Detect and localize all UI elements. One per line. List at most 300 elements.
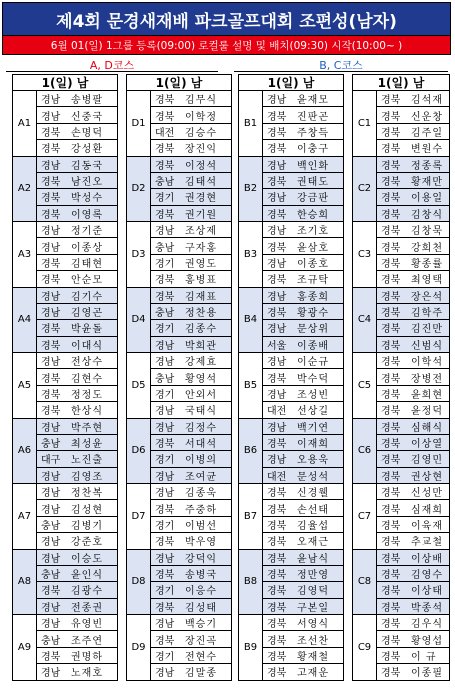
group-b2 bbox=[238, 157, 344, 223]
group-label: C6 bbox=[353, 419, 376, 484]
player-name: 이육재 bbox=[411, 520, 443, 532]
player-row bbox=[151, 435, 231, 451]
group-label: B1 bbox=[243, 117, 258, 129]
player-name: 전상수 bbox=[71, 357, 103, 369]
player-name: 이종호 bbox=[297, 258, 329, 270]
player-row bbox=[151, 206, 231, 221]
group-a4 bbox=[12, 288, 118, 354]
player-region: 경남 bbox=[267, 357, 287, 369]
player-name: 정찬용 bbox=[185, 308, 217, 320]
player-list bbox=[376, 288, 449, 353]
group-d9 bbox=[126, 615, 232, 681]
player-row bbox=[37, 566, 117, 582]
player-list bbox=[262, 484, 343, 549]
schedule-banner: 6월 01(일) 1그룹 등록(09:00) 로컬룰 설명 및 배치(09:30) 시작(10:00~ ) bbox=[2, 36, 451, 55]
group-label: B7 bbox=[243, 510, 258, 522]
player-row bbox=[377, 402, 449, 417]
player-name: 김진만 bbox=[411, 324, 443, 336]
group-label: D1 bbox=[131, 117, 146, 129]
player-list bbox=[150, 353, 231, 418]
group-label: B9 bbox=[243, 641, 258, 653]
player-list bbox=[262, 91, 343, 156]
player-name: 이상배 bbox=[411, 553, 443, 565]
player-row bbox=[263, 206, 343, 221]
group-label: A3 bbox=[17, 248, 32, 260]
player-name: 김종수 bbox=[185, 324, 217, 336]
player-region: 경남 bbox=[41, 291, 61, 303]
player-region: 경기 bbox=[155, 651, 175, 663]
group-d4 bbox=[126, 288, 232, 354]
player-region: 충남 bbox=[41, 635, 61, 647]
group-label: A4 bbox=[13, 288, 36, 353]
player-region: 충남 bbox=[155, 373, 175, 385]
player-region: 충남 bbox=[41, 570, 61, 582]
player-region: 대전 bbox=[267, 406, 287, 418]
group-label: D2 bbox=[127, 157, 150, 222]
player-row bbox=[37, 320, 117, 336]
player-name: 강덕익 bbox=[185, 553, 217, 565]
player-name: 박수덕 bbox=[297, 373, 329, 385]
player-list bbox=[150, 550, 231, 615]
group-label: B6 bbox=[239, 419, 262, 484]
group-a2 bbox=[12, 157, 118, 223]
player-row bbox=[151, 451, 231, 467]
player-row bbox=[151, 419, 231, 435]
player-region: 경북 bbox=[155, 291, 175, 303]
player-row bbox=[151, 582, 231, 598]
player-name: 권태도 bbox=[297, 177, 329, 189]
player-region: 경기 bbox=[155, 389, 175, 401]
player-name: 이승도 bbox=[71, 553, 103, 565]
player-row bbox=[377, 189, 449, 205]
player-region: 충남 bbox=[155, 242, 175, 254]
player-region: 경남 bbox=[41, 602, 61, 614]
player-region: 경남 bbox=[267, 226, 287, 238]
player-list bbox=[262, 419, 343, 484]
player-name: 이정석 bbox=[185, 160, 217, 172]
player-name: 신경웰 bbox=[297, 488, 329, 500]
player-region: 경남 bbox=[41, 488, 61, 500]
player-name: 김학주 bbox=[411, 308, 443, 320]
player-region: 경북 bbox=[155, 504, 175, 516]
player-name: 강준호 bbox=[71, 537, 103, 549]
player-row bbox=[377, 173, 449, 189]
player-name: 안순모 bbox=[71, 275, 103, 287]
player-name: 이병의 bbox=[185, 455, 217, 467]
player-name: 윤희현 bbox=[411, 389, 443, 401]
player-row bbox=[37, 288, 117, 304]
player-region: 경북 bbox=[381, 635, 401, 647]
player-region: 경북 bbox=[381, 406, 401, 418]
player-list bbox=[262, 615, 343, 680]
player-region: 대전 bbox=[267, 471, 287, 483]
player-row bbox=[377, 337, 449, 352]
page-title: 제4회 문경새재배 파크골프대회 조편성(남자) bbox=[2, 2, 451, 36]
player-region: 경북 bbox=[41, 651, 61, 663]
player-name: 윤삼호 bbox=[297, 242, 329, 254]
player-region: 경남 bbox=[155, 226, 175, 238]
group-label: A8 bbox=[13, 550, 36, 615]
player-row bbox=[263, 648, 343, 664]
player-row bbox=[151, 91, 231, 107]
player-region: 경남 bbox=[267, 160, 287, 172]
player-list bbox=[262, 550, 343, 615]
player-row bbox=[151, 320, 231, 336]
player-list bbox=[376, 484, 449, 549]
player-row bbox=[37, 419, 117, 435]
player-row bbox=[263, 599, 343, 614]
player-region: 경남 bbox=[267, 291, 287, 303]
player-region: 경북 bbox=[267, 651, 287, 663]
player-list bbox=[150, 288, 231, 353]
player-list bbox=[36, 353, 117, 418]
player-row bbox=[151, 369, 231, 385]
group-b3 bbox=[238, 222, 344, 288]
player-row bbox=[263, 222, 343, 238]
player-row bbox=[37, 353, 117, 369]
player-row bbox=[263, 124, 343, 140]
player-region: 경남 bbox=[155, 471, 175, 483]
player-row bbox=[377, 484, 449, 500]
player-row bbox=[377, 533, 449, 548]
player-region: 경남 bbox=[267, 95, 287, 107]
player-region: 경북 bbox=[155, 95, 175, 107]
column-b bbox=[238, 74, 344, 681]
player-name: 장병전 bbox=[411, 373, 443, 385]
player-row bbox=[263, 337, 343, 352]
player-region: 경남 bbox=[41, 668, 61, 680]
player-region: 경남 bbox=[41, 308, 61, 320]
player-row bbox=[37, 648, 117, 664]
player-name: 박주현 bbox=[71, 422, 103, 434]
player-name: 장은석 bbox=[411, 291, 443, 303]
group-label: C5 bbox=[357, 379, 372, 391]
player-name: 이상태 bbox=[411, 586, 443, 598]
player-name: 김창식 bbox=[411, 209, 443, 221]
group-c1 bbox=[352, 91, 450, 157]
group-c3 bbox=[352, 222, 450, 288]
player-name: 최영택 bbox=[411, 275, 443, 287]
player-region: 경남 bbox=[41, 95, 61, 107]
player-region: 경남 bbox=[41, 537, 61, 549]
player-region: 경남 bbox=[155, 668, 175, 680]
player-row bbox=[37, 582, 117, 598]
player-row bbox=[263, 91, 343, 107]
player-name: 황종률 bbox=[411, 258, 443, 270]
player-name: 구본일 bbox=[297, 602, 329, 614]
player-region: 경북 bbox=[155, 160, 175, 172]
player-list bbox=[376, 353, 449, 418]
player-row bbox=[377, 107, 449, 123]
player-region: 경북 bbox=[267, 586, 287, 598]
player-name: 전종권 bbox=[71, 602, 103, 614]
player-row bbox=[37, 222, 117, 238]
player-row bbox=[377, 468, 449, 483]
player-row bbox=[37, 386, 117, 402]
player-row bbox=[263, 255, 343, 271]
player-name: 김말종 bbox=[185, 668, 217, 680]
player-name: 선상길 bbox=[297, 406, 329, 418]
player-region: 경남 bbox=[41, 242, 61, 254]
player-name: 황광수 bbox=[297, 308, 329, 320]
group-d2 bbox=[126, 157, 232, 223]
player-region: 대구 bbox=[41, 455, 61, 467]
player-name: 김승수 bbox=[185, 127, 217, 139]
player-row bbox=[37, 124, 117, 140]
player-region: 경북 bbox=[381, 242, 401, 254]
player-name: 김영민 bbox=[411, 455, 443, 467]
player-region: 경북 bbox=[381, 373, 401, 385]
player-row bbox=[377, 599, 449, 614]
group-label: C7 bbox=[357, 510, 372, 522]
player-name: 강제효 bbox=[185, 357, 217, 369]
player-name: 이영록 bbox=[71, 209, 103, 221]
player-name: 강성환 bbox=[71, 144, 103, 156]
group-label: C4 bbox=[353, 288, 376, 353]
player-region: 경북 bbox=[267, 488, 287, 500]
player-name: 정종록 bbox=[411, 160, 443, 172]
player-name: 이상열 bbox=[411, 439, 443, 451]
player-name: 변원수 bbox=[411, 144, 443, 156]
player-name: 김주일 bbox=[411, 127, 443, 139]
player-region: 경북 bbox=[41, 258, 61, 270]
player-region: 경북 bbox=[381, 455, 401, 467]
player-name: 황영섭 bbox=[411, 635, 443, 647]
player-row bbox=[377, 271, 449, 286]
group-label: C9 bbox=[357, 641, 372, 653]
player-name: 김영곤 bbox=[71, 308, 103, 320]
player-row bbox=[151, 615, 231, 631]
player-region: 경남 bbox=[267, 422, 287, 434]
group-c7 bbox=[352, 484, 450, 550]
group-a5 bbox=[12, 353, 118, 419]
group-label: C1 bbox=[357, 117, 372, 129]
group-d6 bbox=[126, 419, 232, 485]
player-region: 경북 bbox=[155, 275, 175, 287]
player-name: 서대석 bbox=[185, 439, 217, 451]
player-row bbox=[151, 157, 231, 173]
player-list bbox=[36, 91, 117, 156]
group-label: B4 bbox=[239, 288, 262, 353]
player-region: 경북 bbox=[267, 602, 287, 614]
player-list bbox=[36, 550, 117, 615]
player-row bbox=[263, 566, 343, 582]
group-b5 bbox=[238, 353, 344, 419]
player-region: 경북 bbox=[267, 127, 287, 139]
player-region: 경북 bbox=[267, 537, 287, 549]
player-name: 주창득 bbox=[297, 127, 329, 139]
player-region: 경북 bbox=[381, 537, 401, 549]
player-row bbox=[37, 435, 117, 451]
player-row bbox=[37, 517, 117, 533]
player-name: 문성석 bbox=[297, 471, 329, 483]
player-name: 정만영 bbox=[297, 570, 329, 582]
player-name: 윤남식 bbox=[297, 553, 329, 565]
player-region: 경남 bbox=[41, 357, 61, 369]
player-row bbox=[377, 304, 449, 320]
player-row bbox=[263, 271, 343, 286]
player-name: 손명덕 bbox=[71, 127, 103, 139]
player-list bbox=[150, 484, 231, 549]
player-row bbox=[37, 599, 117, 614]
player-name: 한승희 bbox=[297, 209, 329, 221]
player-name: 홍종희 bbox=[297, 291, 329, 303]
player-row bbox=[37, 157, 117, 173]
player-row bbox=[377, 419, 449, 435]
player-region: 경남 bbox=[41, 422, 61, 434]
player-list bbox=[36, 157, 117, 222]
group-d3 bbox=[126, 222, 232, 288]
player-name: 고재운 bbox=[297, 668, 329, 680]
player-row bbox=[37, 402, 117, 417]
player-region: 경남 bbox=[155, 406, 175, 418]
player-region: 경기 bbox=[155, 520, 175, 532]
player-row bbox=[263, 386, 343, 402]
player-row bbox=[37, 615, 117, 631]
player-list bbox=[376, 550, 449, 615]
player-region: 경남 bbox=[155, 357, 175, 369]
player-region: 경북 bbox=[155, 602, 175, 614]
player-region: 경남 bbox=[155, 553, 175, 565]
player-name: 진판곤 bbox=[297, 111, 329, 123]
player-row bbox=[377, 500, 449, 516]
group-a3 bbox=[12, 222, 118, 288]
group-label: D7 bbox=[131, 510, 146, 522]
column-header: 1(일) 남 bbox=[12, 74, 118, 91]
player-region: 경북 bbox=[381, 586, 401, 598]
player-name: 이학석 bbox=[411, 357, 443, 369]
player-row bbox=[37, 238, 117, 254]
player-name: 권명하 bbox=[71, 651, 103, 663]
player-row bbox=[377, 517, 449, 533]
player-name: 김현수 bbox=[71, 373, 103, 385]
player-region: 경기 bbox=[155, 455, 175, 467]
player-row bbox=[263, 173, 343, 189]
player-region: 경북 bbox=[41, 373, 61, 385]
group-label: A5 bbox=[17, 379, 32, 391]
player-name: 강금판 bbox=[297, 193, 329, 205]
player-name: 김병기 bbox=[71, 520, 103, 532]
player-name: 권상현 bbox=[411, 471, 443, 483]
player-region: 경북 bbox=[267, 242, 287, 254]
player-row bbox=[263, 500, 343, 516]
player-name: 박종석 bbox=[411, 602, 443, 614]
player-row bbox=[37, 631, 117, 647]
player-row bbox=[37, 140, 117, 155]
column-header: 1(일) 남 bbox=[126, 74, 232, 91]
player-name: 김성태 bbox=[185, 602, 217, 614]
player-row bbox=[37, 271, 117, 286]
player-region: 경북 bbox=[381, 258, 401, 270]
player-region: 경북 bbox=[381, 439, 401, 451]
group-label: B3 bbox=[243, 248, 258, 260]
player-name: 이대식 bbox=[71, 340, 103, 352]
player-region: 대전 bbox=[155, 127, 175, 139]
player-name: 조규탁 bbox=[297, 275, 329, 287]
player-region: 경남 bbox=[267, 455, 287, 467]
group-label: C3 bbox=[357, 248, 372, 260]
player-name: 정찬복 bbox=[71, 488, 103, 500]
player-row bbox=[263, 517, 343, 533]
player-row bbox=[151, 222, 231, 238]
player-list bbox=[262, 353, 343, 418]
player-name: 윤재모 bbox=[297, 95, 329, 107]
player-region: 경북 bbox=[381, 357, 401, 369]
player-row bbox=[263, 550, 343, 566]
player-row bbox=[263, 615, 343, 631]
player-row bbox=[263, 533, 343, 548]
player-row bbox=[37, 500, 117, 516]
player-name: 조기호 bbox=[297, 226, 329, 238]
player-region: 경남 bbox=[267, 389, 287, 401]
player-name: 이종배 bbox=[297, 340, 329, 352]
player-name: 문상위 bbox=[297, 324, 329, 336]
player-list bbox=[150, 419, 231, 484]
player-region: 경북 bbox=[381, 324, 401, 336]
player-region: 경남 bbox=[41, 619, 61, 631]
player-row bbox=[377, 320, 449, 336]
group-a9 bbox=[12, 615, 118, 681]
player-region: 경북 bbox=[267, 177, 287, 189]
player-name: 오재근 bbox=[297, 537, 329, 549]
player-row bbox=[377, 369, 449, 385]
player-name: 황재철 bbox=[297, 651, 329, 663]
player-name: 정기준 bbox=[71, 226, 103, 238]
player-row bbox=[37, 189, 117, 205]
player-row bbox=[263, 435, 343, 451]
player-region: 경기 bbox=[155, 324, 175, 336]
player-row bbox=[377, 91, 449, 107]
player-region: 경북 bbox=[381, 504, 401, 516]
player-region: 경기 bbox=[155, 193, 175, 205]
player-row bbox=[377, 386, 449, 402]
player-name: 김태석 bbox=[185, 177, 217, 189]
player-region: 경북 bbox=[381, 389, 401, 401]
player-name: 이재희 bbox=[297, 439, 329, 451]
group-a6 bbox=[12, 419, 118, 485]
group-label: A7 bbox=[17, 510, 32, 522]
player-name: 신운창 bbox=[411, 111, 443, 123]
group-d5 bbox=[126, 353, 232, 419]
player-row bbox=[263, 320, 343, 336]
player-row bbox=[151, 550, 231, 566]
player-name: 박성수 bbox=[71, 193, 103, 205]
player-name: 이용일 bbox=[411, 193, 443, 205]
player-list bbox=[262, 157, 343, 222]
player-region: 경북 bbox=[155, 635, 175, 647]
player-region: 경북 bbox=[381, 127, 401, 139]
player-name: 조성빈 bbox=[297, 389, 329, 401]
player-region: 경북 bbox=[381, 422, 401, 434]
player-name: 서영식 bbox=[297, 619, 329, 631]
player-region: 서울 bbox=[267, 340, 287, 352]
player-row bbox=[377, 435, 449, 451]
player-row bbox=[151, 271, 231, 286]
player-list bbox=[150, 222, 231, 287]
player-region: 경북 bbox=[381, 177, 401, 189]
group-b1 bbox=[238, 91, 344, 157]
group-a8 bbox=[12, 550, 118, 616]
player-region: 경남 bbox=[41, 160, 61, 172]
player-region: 경북 bbox=[41, 193, 61, 205]
player-row bbox=[263, 484, 343, 500]
player-row bbox=[37, 206, 117, 221]
player-name: 윤정덕 bbox=[411, 406, 443, 418]
player-name: 김태현 bbox=[71, 258, 103, 270]
group-label: D3 bbox=[131, 248, 146, 260]
group-label: D6 bbox=[127, 419, 150, 484]
player-region: 경북 bbox=[381, 488, 401, 500]
